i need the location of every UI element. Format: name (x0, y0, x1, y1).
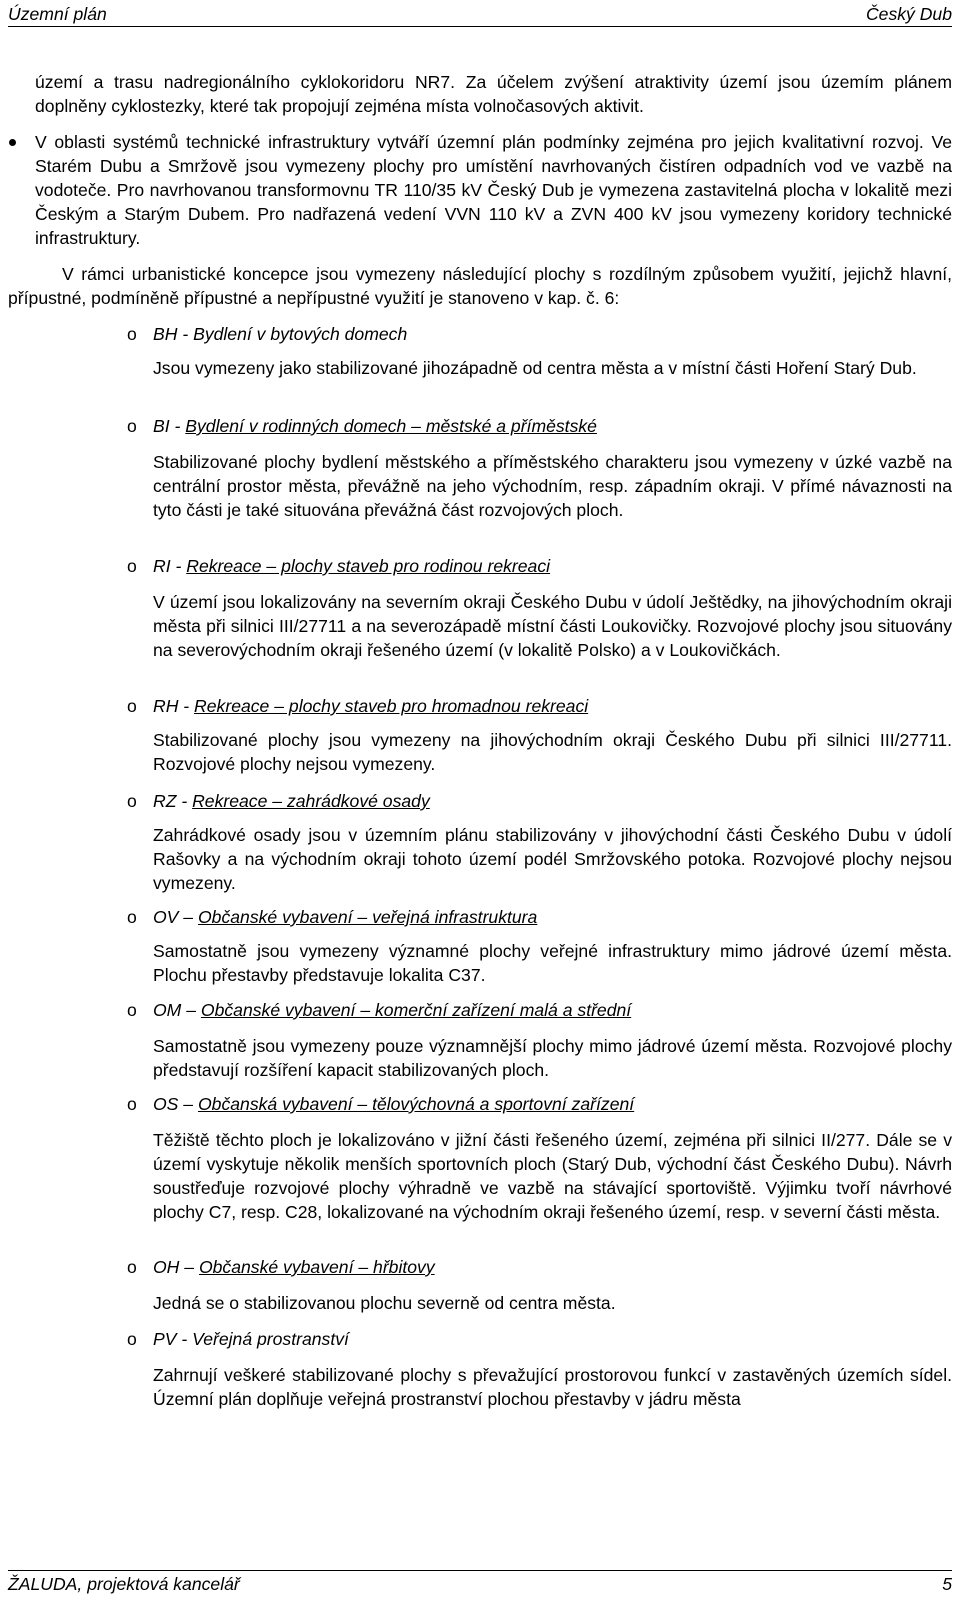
list-marker: o (127, 556, 137, 576)
item-title: Bydlení v rodinných domech – městské a příměstské (185, 416, 597, 436)
list-marker: o (127, 1000, 137, 1020)
item-code: OH – (153, 1257, 199, 1277)
item-title: Občanské vybavení – hřbitovy (198, 1257, 435, 1277)
list-marker: o (127, 1329, 137, 1349)
item-code: BI - (153, 416, 186, 436)
item-description: Jsou vymezeny jako stabilizované jihozápadně od centra města a v místní části Hoření Starý Dub. (153, 358, 917, 378)
item-title: Občanská vybavení – tělovýchovná a sportovní zařízení (197, 1094, 635, 1114)
header-document-title: Územní plán (8, 4, 107, 24)
page-header (8, 2, 952, 26)
list-marker: o (127, 1094, 137, 1114)
item-description: Zahrnují veškeré stabilizované plochy s převažující prostorovou funkcí v zastavěných územích sídel. Územní plán doplňuje veřejná prostranství plochou přestavby v jádru města (153, 1365, 952, 1409)
page-footer (8, 1572, 952, 1596)
item-title: Veřejná prostranství (192, 1329, 349, 1349)
item-heading (153, 414, 597, 438)
item-description: Jedná se o stabilizovanou plochu severně od centra města. (153, 1293, 616, 1313)
item-code: RH - (153, 696, 195, 716)
item-code: RI - (153, 556, 187, 576)
list-marker: o (127, 791, 137, 811)
item-code: PV - (153, 1329, 193, 1349)
footer-company-name: ŽALUDA, projektová kancelář (8, 1574, 240, 1594)
item-description: Těžiště těchto ploch je lokalizováno v jižní části řešeného území, zejména při silnici II/277. Dále se v území vyskytuje několik menších sportovních ploch (Starý Dub, východní část Českého Dubu). Návrh soustřeďuje rozvojové plochy výhradně ve vazbě na stávající sportoviště. Výjimku tvoří návrhové plochy C7, resp. C28, lokalizované na východním okraji řešeného území, resp. v severní části města. (153, 1130, 952, 1222)
continuation-text: území a trasu nadregionálního cyklokoridoru NR7. Za účelem zvýšení atraktivity území jsou územím plánem doplněny cyklostezky, které tak propojují zejména místa volnočasových aktivit. (35, 72, 952, 116)
item-heading (153, 322, 407, 346)
item-title: Rekreace – plochy staveb pro hromadnou rekreaci (194, 696, 589, 716)
page-number: 5 (942, 1574, 952, 1594)
item-title: Občanské vybavení – veřejná infrastruktura (197, 907, 538, 927)
bullet-dot-icon (9, 139, 16, 146)
item-heading (153, 1255, 435, 1279)
item-code: OM – (153, 1000, 201, 1020)
item-heading (153, 1092, 634, 1116)
item-heading (153, 554, 550, 578)
list-marker: o (127, 696, 137, 716)
item-description: V území jsou lokalizovány na severním okraji Českého Dubu v údolí Ještědky, na jihovýchodním okraji města při silnici III/27711 a na severozápadě místní části Loukovičky. Rozvojové plochy jsou situovány na severovýchodním okraji řešeného území (v lokalitě Polsko) a v Loukovičkách. (153, 592, 952, 660)
item-description: Samostatně jsou vymezeny významné plochy veřejné infrastruktury mimo jádrové území města. Plochu přestavby představuje lokalita C37. (153, 941, 952, 985)
item-description: Zahrádkové osady jsou v územním plánu stabilizovány v jihovýchodní části Českého Dubu v údolí Rašovky a na východním okraji tohoto území podél Smržovského potoka. Rozvojové plochy nejsou vymezeny. (153, 825, 952, 893)
item-heading (153, 905, 537, 929)
item-title: Rekreace – plochy staveb pro rodinou rekreaci (186, 556, 551, 576)
list-marker: o (127, 416, 137, 436)
header-divider (8, 26, 952, 27)
bullet-text: V oblasti systémů technické infrastruktury vytváří územní plán podmínky zejména pro jejich kvalitativní rozvoj. Ve Starém Dubu a Smržově jsou vymezeny plochy pro umístění navrhovaných čistíren odpadních vod ve vazbě na vodoteče. Pro navrhovanou transformovnu TR 110/35 kV Český Dub je vymezena zastavitelná plocha v lokalitě mezi Českým a Starým Dubem. Pro nadřazená vedení VVN 110 kV a ZVN 400 kV jsou vymezeny koridory technické infrastruktury. (35, 132, 952, 248)
item-code: RZ - (153, 791, 193, 811)
item-heading (153, 1327, 349, 1351)
item-description: Stabilizované plochy jsou vymezeny na jihovýchodním okraji Českého Dubu při silnici III/27711. Rozvojové plochy nejsou vymezeny. (153, 730, 952, 774)
item-title: Bydlení v bytových domech (193, 324, 408, 344)
item-code: BH - (153, 324, 194, 344)
item-description: Stabilizované plochy bydlení městského a příměstského charakteru jsou vymezeny v úzké vazbě na centrální prostor města, převážně na jeho východním, resp. západním okraji. V přímé návaznosti na tyto části je také situována převážná část rozvojových ploch. (153, 452, 952, 520)
footer-divider (8, 1570, 952, 1571)
item-title: Rekreace – zahrádkové osady (192, 791, 430, 811)
list-marker: o (127, 1257, 137, 1277)
item-description: Samostatně jsou vymezeny pouze významnější plochy mimo jádrové území města. Rozvojové plochy představují rozšíření kapacit stabilizovaných ploch. (153, 1036, 952, 1080)
intro-text: V rámci urbanistické koncepce jsou vymezeny následující plochy s rozdílným způsobem využití, jejichž hlavní, přípustné, podmíněně přípustné a nepřípustné využití je stanoveno v kap. č. 6: (8, 264, 952, 308)
intro-paragraph (8, 262, 952, 310)
list-marker: o (127, 324, 137, 344)
item-heading (153, 789, 430, 813)
item-heading (153, 998, 631, 1022)
item-title: Občanské vybavení – komerční zařízení malá a střední (200, 1000, 632, 1020)
item-code: OS – (153, 1094, 198, 1114)
continuation-paragraph (35, 70, 952, 118)
item-heading (153, 694, 588, 718)
item-code: OV – (153, 907, 198, 927)
header-town-name: Český Dub (865, 4, 952, 24)
list-marker: o (127, 907, 137, 927)
